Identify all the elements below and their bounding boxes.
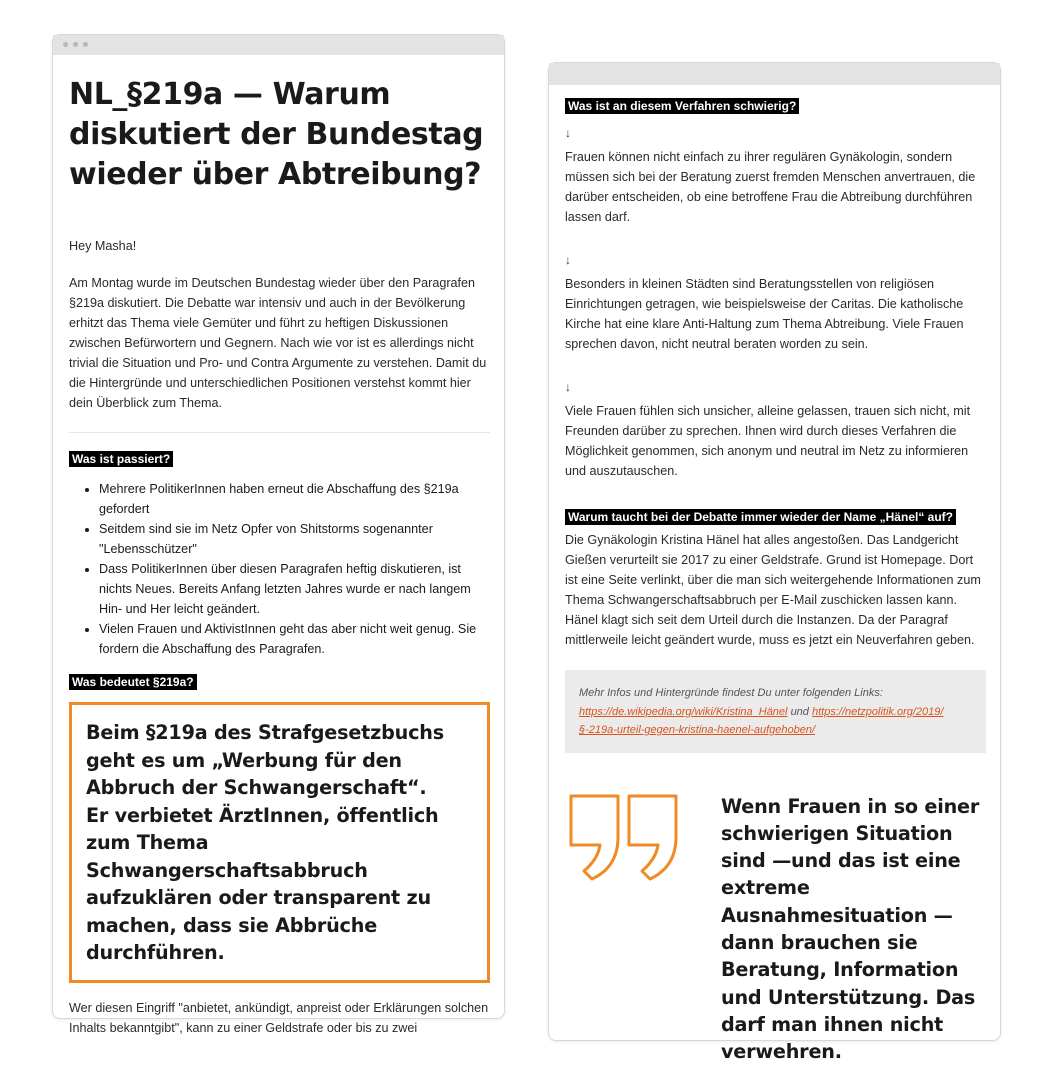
list-item: • Mehrere PolitikerInnen haben erneut die Abschaffung des §219a gefordert [99, 479, 490, 519]
info-box [565, 670, 986, 753]
page-title: NL_§219a — Warum diskutiert der Bundestag wieder über Abtreibung? [69, 77, 484, 192]
link-netzpolitik[interactable]: https://netzpolitik.org/2019/§-219a-urteil-gegen-kristina-haenel-aufgehoben/ [579, 705, 944, 736]
section-label-passiert: Was ist passiert? [69, 451, 173, 467]
divider [69, 432, 490, 433]
arrow-down-icon: ↓ [565, 380, 571, 394]
left-window-titlebar [53, 35, 504, 55]
intro-paragraph: Am Montag wurde im Deutschen Bundestag wieder über den Paragrafen §219a diskutiert. Die Debatte war intensiv und auch in der Bevölkerung erhitzt das Thema viele Gemüter und führt zu heftigen Diskussionen zwischen Befürwortern und Gegnern. Nach wie vor ist es allerdings nicht trivial die Situation und Pro- und Contra Argumente zu verstehen. Damit du die Hintergründe und unterschiedlichen Positionen verstehst kommt hier dein Überblick zum Thema. [69, 276, 487, 410]
after-box-paragraph: Wer diesen Eingriff "anbietet, ankündigt, anpreist oder Erklärungen solchen Inhalts bekanntgibt", kann zu einer Geldstrafe oder bis zu zwei [69, 1000, 489, 1035]
link-wikipedia[interactable]: https://de.wikipedia.org/wiki/Kristina_Hänel [579, 705, 788, 718]
quote-mark-icon [568, 793, 680, 883]
difficulty-point: Frauen können nicht einfach zu ihrer regulären Gynäkologin, sondern müssen sich bei der Beratung zuerst fremden Menschen anvertrauen, die darüber entscheiden, ob eine betroffene Frau die Abtreibung durchführen lassen darf. [565, 150, 976, 224]
difficulty-point: Viele Frauen fühlen sich unsicher, alleine gelassen, trauen sich nicht, mit Freunden darüber zu sprechen. Ihnen wird durch dieses Verfahren die Möglichkeit genommen, sich anonym und neutral im Netz zu informieren und auszutauschen. [565, 404, 971, 478]
list-item: • Seitdem sind sie im Netz Opfer von Shitstorms sogenannter "Lebensschützer" [99, 519, 490, 559]
quote-text: Wenn Frauen in so einer schwierigen Situation sind —und das ist eine extreme Ausnahmesituation — dann brauchen sie Beratung, Information und Unterstützung. Das darf man ihnen nicht verwehren. [721, 794, 980, 1064]
window-dot[interactable] [73, 42, 78, 47]
list-item: • Dass PolitikerInnen über diesen Paragrafen heftig diskutieren, ist nichts Neues. Bereits Anfang letzten Jahres wurde er nach langem Hin- und Her leicht geändert. [99, 559, 490, 619]
window-dot[interactable] [63, 42, 68, 47]
pull-quote [565, 793, 986, 1064]
greeting: Hey Masha! [69, 239, 137, 253]
window-controls-icon[interactable] [63, 42, 88, 47]
right-window-titlebar [549, 63, 1000, 85]
highlight-box [69, 702, 490, 983]
section-label-haenel: Warum taucht bei der Debatte immer wieder der Name „Hänel“ auf? [565, 509, 956, 525]
left-window [52, 34, 505, 1035]
right-content [565, 97, 986, 1064]
haenel-paragraph: Die Gynäkologin Kristina Hänel hat alles angestoßen. Das Landgericht Gießen verurteilt sie 2017 zu einer Geldstrafe. Grund ist Homepage. Dort ist eine Seite verlinkt, über die man sich weitergehende Informationen zum Thema Schwangerschaftsabbruch per E-Mail zuschicken lassen kann. Hänel klagt sich seit dem Urteil durch die Instanzen. Da der Paragraf mittlerweile leicht geändert wurde, muss es jetzt ein Neuverfahren geben. [565, 533, 981, 647]
left-content [69, 75, 490, 1038]
section-label-schwierig: Was ist an diesem Verfahren schwierig? [565, 98, 799, 114]
window-dot[interactable] [83, 42, 88, 47]
highlight-line-1: Beim §219a des Strafgesetzbuchs geht es um „Werbung für den Abbruch der Schwangerschaft“. [86, 721, 444, 799]
highlight-line-2: Er verbietet ÄrztInnen, öffentlich zum Thema Schwangerschaftsabbruch aufzuklären oder transparent zu machen, dass sie Abbrüche durchführen. [86, 803, 439, 964]
arrow-down-icon: ↓ [565, 253, 571, 267]
arrow-down-icon: ↓ [565, 126, 571, 140]
list-item: • Vielen Frauen und AktivistInnen geht das aber nicht weit genug. Sie fordern die Abschaffung des Paragrafen. [99, 619, 490, 659]
info-and: und [790, 705, 809, 718]
right-window [548, 62, 1001, 1064]
difficulty-point: Besonders in kleinen Städten sind Beratungsstellen von religiösen Einrichtungen getragen, wie beispielsweise der Caritas. Die katholische Kirche hat eine klare Anti-Haltung zum Thema Abtreibung. Viele Frauen sprechen davon, nicht neutral beraten worden zu sein. [565, 277, 964, 351]
bullet-list [69, 479, 490, 659]
info-intro: Mehr Infos und Hintergründe findest Du unter folgenden Links: [579, 687, 883, 699]
section-label-bedeutet: Was bedeutet §219a? [69, 674, 197, 690]
